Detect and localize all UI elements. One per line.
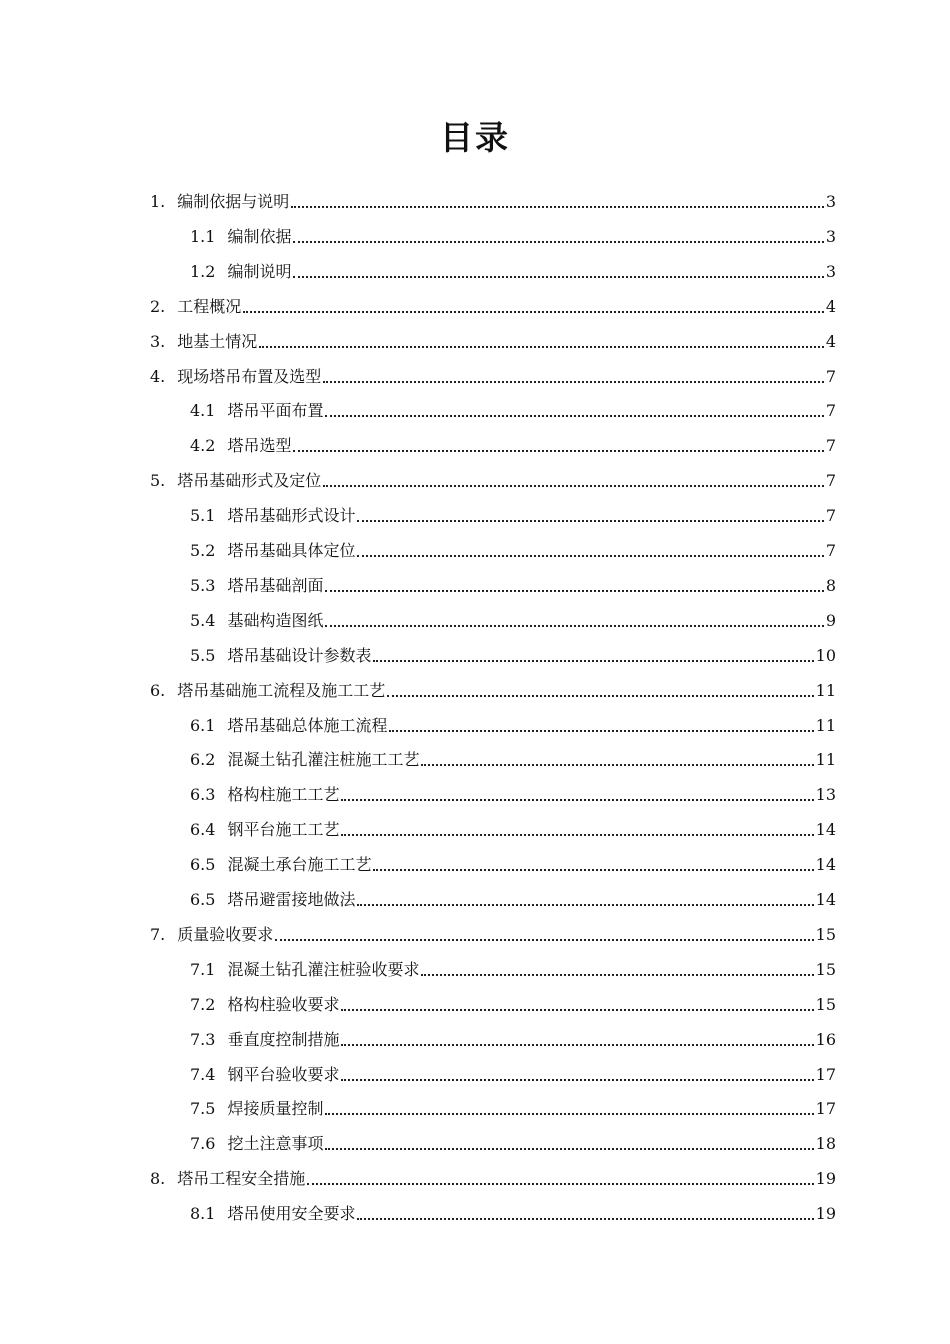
toc-entry-number: 6.5 [190,855,216,875]
toc-dot-leader [387,694,813,697]
toc-entry-page: 13 [815,785,836,805]
toc-entry-title: 塔吊基础形式设计 [227,506,356,526]
toc-entry[interactable] [190,225,836,249]
toc-entry-title: 钢平台验收要求 [227,1064,340,1084]
toc-entry-number: 8.1 [190,1204,216,1224]
toc-entry-title: 塔吊基础形式及定位 [177,471,322,491]
toc-entry-title: 塔吊平面布置 [227,401,324,421]
toc-entry-page: 19 [815,1169,836,1189]
toc-entry[interactable] [190,888,836,912]
toc-entry[interactable] [190,1097,836,1121]
toc-entry-page: 11 [815,750,836,770]
toc-entry-title: 塔吊基础施工流程及施工工艺 [177,680,386,700]
toc-entry-page: 7 [825,471,836,491]
toc-entry-page: 7 [825,541,836,560]
toc-entry-number: 7.3 [190,1029,216,1049]
toc-entry-number: 8. [150,1169,166,1189]
toc-entry-title: 塔吊基础设计参数表 [227,645,372,665]
toc-entry-page: 18 [815,1134,836,1154]
toc-entry[interactable] [190,853,836,877]
toc-dot-leader [357,903,813,906]
toc-entry-page: 15 [815,959,836,979]
toc-entry-number: 5.3 [190,575,216,595]
toc-entry-title: 编制依据与说明 [177,192,290,211]
toc-entry-number: 5. [150,471,166,491]
toc-entry-title: 塔吊使用安全要求 [227,1204,356,1224]
toc-entry[interactable] [190,434,836,458]
toc-entry-title: 地基土情况 [177,331,258,351]
toc-entry[interactable] [190,1063,836,1087]
toc-entry-number: 5.2 [190,541,216,560]
toc-entry-page: 17 [815,1099,836,1119]
toc-entry-page: 8 [825,575,836,595]
toc-entry-number: 1.1 [190,226,216,246]
toc-entry[interactable] [190,1028,836,1052]
toc-entry-page: 14 [815,890,836,909]
toc-entry-title: 现场塔吊布置及选型 [177,366,322,386]
toc-entry[interactable] [150,469,836,493]
toc-entry[interactable] [190,993,836,1017]
toc-entry-title: 钢平台施工工艺 [227,820,340,840]
toc-dot-leader [357,519,823,522]
toc-entry[interactable] [190,504,836,528]
toc-dot-leader [325,1112,813,1115]
toc-entry-number: 7. [150,924,166,944]
toc-entry-number: 4.1 [190,401,216,421]
toc-entry-number: 1.2 [190,261,216,281]
toc-dot-leader [259,345,824,348]
toc-entry-page: 3 [825,226,836,246]
toc-entry-page: 3 [825,192,836,211]
page-title: 目录 [440,118,510,157]
toc-entry-title: 编制说明 [227,261,292,281]
toc-entry-title: 质量验收要求 [177,924,274,944]
toc-entry[interactable] [190,783,836,807]
toc-entry[interactable] [190,958,836,982]
toc-entry-title: 编制依据 [227,226,292,246]
toc-dot-leader [323,380,824,383]
toc-dot-leader [357,554,823,557]
toc-entry[interactable] [190,644,836,668]
toc-entry[interactable] [190,1132,836,1156]
toc-dot-leader [243,310,824,313]
toc-dot-leader [421,973,813,976]
toc-dot-leader [341,833,813,836]
toc-entry-number: 6.3 [190,785,216,805]
toc-entry[interactable] [150,923,836,947]
toc-entry-page: 14 [815,855,836,875]
toc-entry-title: 挖土注意事项 [227,1134,324,1154]
toc-dot-leader [307,1182,813,1185]
toc-entry-page: 7 [825,506,836,526]
toc-entry-title: 混凝土钻孔灌注桩验收要求 [227,959,420,979]
toc-entry[interactable] [150,679,836,703]
toc-dot-leader [275,938,813,941]
toc-entry-title: 塔吊避雷接地做法 [227,890,356,909]
toc-entry-number: 5.1 [190,506,216,526]
toc-entry[interactable] [190,714,836,738]
toc-entry-page: 15 [815,994,836,1014]
toc-entry-number: 6.2 [190,750,216,770]
toc-entry-title: 格构柱验收要求 [227,994,340,1014]
toc-entry-title: 工程概况 [177,296,242,316]
toc-entry-title: 混凝土钻孔灌注桩施工工艺 [227,750,420,770]
toc-entry-page: 19 [815,1204,836,1224]
toc-entry-number: 1. [150,192,166,211]
toc-dot-leader [341,1078,813,1081]
toc-entry-number: 6.5 [190,890,216,909]
toc-dot-leader [291,205,824,208]
toc-entry-page: 7 [825,401,836,421]
toc-entry[interactable] [190,748,836,772]
toc-entry[interactable] [150,330,836,354]
toc-entry-number: 6.4 [190,820,216,840]
toc-entry-number: 2. [150,296,166,316]
toc-entry-page: 14 [815,820,836,840]
toc-entry[interactable] [190,609,836,633]
toc-entry-number: 7.2 [190,994,216,1014]
toc-dot-leader [357,1217,813,1220]
toc-entry-number: 7.5 [190,1099,216,1119]
toc-entry[interactable] [190,539,836,563]
toc-entry-number: 6.1 [190,715,216,735]
toc-entry-page: 17 [815,1064,836,1084]
toc-entry-number: 7.4 [190,1064,216,1084]
toc-entry-page: 4 [825,331,836,351]
toc-entry-page: 16 [815,1029,836,1049]
toc-entry-number: 5.5 [190,645,216,665]
toc-entry[interactable] [190,1202,836,1226]
toc-entry-number: 5.4 [190,610,216,630]
toc-dot-leader [323,484,824,487]
toc-entry-title: 焊接质量控制 [227,1099,324,1119]
toc-dot-leader [341,798,813,801]
toc-dot-leader [293,449,823,452]
toc-entry-title: 塔吊选型 [227,436,292,456]
toc-entry-title: 混凝土承台施工工艺 [227,855,372,875]
toc-entry-page: 15 [815,924,836,944]
toc-entry-page: 7 [825,366,836,386]
toc-entry-title: 塔吊基础剖面 [227,575,324,595]
toc-dot-leader [341,1043,813,1046]
toc-entry-title: 基础构造图纸 [227,610,324,630]
toc-entry-title: 塔吊工程安全措施 [177,1169,306,1189]
toc-dot-leader [293,240,823,243]
toc-dot-leader [325,1147,813,1150]
toc-entry-page: 4 [825,296,836,316]
toc-entry-title: 格构柱施工工艺 [227,785,340,805]
toc-dot-leader [389,729,813,732]
toc-entry[interactable] [190,399,836,423]
toc-entry-page: 9 [825,610,836,630]
toc-dot-leader [325,589,823,592]
toc-entry-number: 7.6 [190,1134,216,1154]
toc-entry-number: 6. [150,680,166,700]
toc-dot-leader [373,868,813,871]
toc-entry-page: 3 [825,261,836,281]
toc-entry[interactable] [150,295,836,319]
toc-entry-page: 11 [815,680,836,700]
toc-entry-number: 4.2 [190,436,216,456]
toc-entry[interactable] [150,1167,836,1191]
toc-entry[interactable] [150,190,836,214]
toc-dot-leader [341,1008,813,1011]
toc-entry-page: 10 [815,645,836,665]
toc-entry[interactable] [190,574,836,598]
toc-entry-title: 塔吊基础具体定位 [227,541,356,560]
toc-entry-page: 11 [815,715,836,735]
toc-entry-title: 塔吊基础总体施工流程 [227,715,388,735]
toc-dot-leader [293,275,823,278]
toc-dot-leader [421,763,813,766]
toc-entry-title: 垂直度控制措施 [227,1029,340,1049]
toc-entry[interactable] [190,260,836,284]
toc-dot-leader [373,659,813,662]
toc-dot-leader [325,414,823,417]
toc-entry[interactable] [190,818,836,842]
toc-entry-number: 7.1 [190,959,216,979]
toc-dot-leader [325,624,823,627]
toc-entry-number: 4. [150,366,166,386]
toc-entry[interactable] [150,365,836,389]
toc-entry-page: 7 [825,436,836,456]
toc-entry-number: 3. [150,331,166,351]
